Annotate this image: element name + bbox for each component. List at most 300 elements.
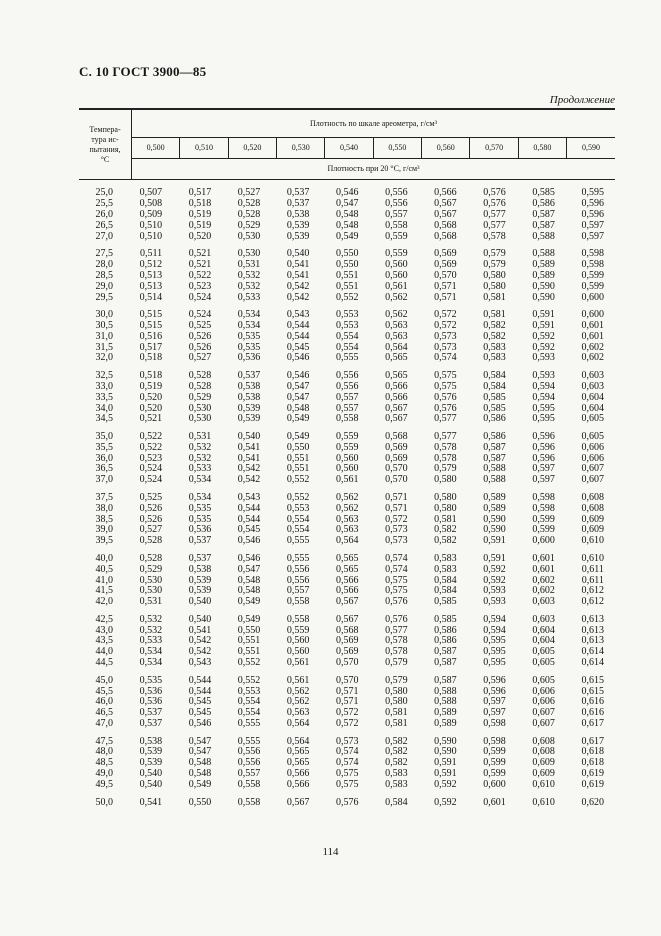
temperature-cell: 49,5 (95, 779, 113, 791)
density-cell: 0,519 (188, 208, 212, 220)
density-cell: 0,536 (188, 524, 212, 536)
density-cell: 0,613 (581, 635, 604, 647)
density-cell: 0,579 (434, 463, 457, 475)
density-cell: 0,585 (532, 187, 555, 198)
density-cell: 0,606 (581, 441, 604, 453)
density-cell: 0,597 (581, 230, 604, 242)
density-cell: 0,605 (581, 413, 604, 425)
density-cell: 0,590 (434, 735, 457, 747)
density-cell: 0,531 (139, 596, 163, 608)
temperature-cell: 33,5 (95, 391, 113, 403)
density-cell: 0,526 (139, 513, 163, 525)
density-cell: 0,534 (237, 319, 261, 331)
density-cell: 0,551 (286, 463, 310, 475)
density-cell: 0,604 (532, 635, 555, 647)
density-cell: 0,593 (532, 352, 555, 364)
density-cell: 0,581 (483, 291, 506, 303)
density-cell: 0,620 (581, 796, 604, 808)
density-cell: 0,575 (434, 380, 457, 392)
density-cell: 0,567 (335, 596, 359, 608)
density-cell: 0,591 (483, 535, 506, 547)
density-cell: 0,566 (335, 574, 359, 586)
density-cell: 0,619 (581, 768, 604, 780)
density-cell: 0,542 (286, 280, 310, 292)
density-cell: 0,591 (434, 768, 457, 780)
density-cell: 0,566 (385, 380, 408, 392)
density-cell: 0,554 (335, 341, 359, 353)
density-cell: 0,544 (237, 513, 261, 525)
temperature-cell: 25,5 (95, 197, 113, 209)
density-cell: 0,537 (286, 187, 310, 198)
density-cell: 0,553 (335, 308, 359, 320)
column-header: 0,580 (518, 138, 566, 159)
density-cell: 0,556 (335, 380, 359, 392)
density-cell: 0,583 (434, 563, 457, 575)
density-cell: 0,548 (188, 757, 212, 769)
temperature-cell: 26,0 (95, 208, 113, 220)
density-cell: 0,545 (188, 707, 212, 719)
density-cell: 0,585 (483, 402, 506, 414)
density-cell: 0,592 (532, 341, 555, 353)
density-cell: 0,537 (237, 369, 261, 381)
density-cell: 0,540 (237, 430, 261, 442)
density-cell: 0,560 (286, 635, 310, 647)
density-cell: 0,599 (532, 524, 555, 536)
density-cell: 0,556 (286, 563, 310, 575)
density-cell: 0,551 (335, 280, 359, 292)
density-cell: 0,589 (434, 707, 457, 719)
density-cell: 0,565 (335, 563, 359, 575)
density-cell: 0,539 (188, 574, 212, 586)
density-cell: 0,530 (139, 574, 163, 586)
density-cell: 0,612 (581, 585, 604, 597)
temperature-cell: 29,5 (95, 291, 113, 303)
density-cell: 0,554 (237, 707, 261, 719)
column-header: 0,560 (422, 138, 470, 159)
density-cell: 0,553 (237, 685, 261, 697)
density-cell: 0,551 (237, 646, 261, 658)
density-cell: 0,617 (581, 718, 604, 730)
density-cell: 0,550 (286, 441, 310, 453)
density-cell: 0,520 (139, 402, 163, 414)
density-cell: 0,551 (237, 635, 261, 647)
density-cell: 0,571 (434, 291, 457, 303)
table-row (79, 393, 615, 404)
density-cell: 0,563 (385, 319, 408, 331)
density-cell: 0,528 (237, 208, 261, 220)
density-cell: 0,578 (483, 230, 506, 242)
table-row (79, 536, 615, 547)
density-cell: 0,566 (385, 391, 408, 403)
density-cell: 0,588 (532, 230, 555, 242)
density-at-20c-subheader: Плотность при 20 °С, г/см³ (132, 159, 616, 180)
density-cell: 0,566 (434, 187, 457, 198)
density-cell: 0,528 (188, 380, 212, 392)
density-cell: 0,608 (532, 735, 555, 747)
density-cell: 0,548 (237, 574, 261, 586)
density-cell: 0,584 (483, 369, 506, 381)
density-cell: 0,573 (385, 535, 408, 547)
row-header-line: Темпера- (89, 124, 121, 134)
density-cell: 0,542 (237, 463, 261, 475)
density-cell: 0,587 (434, 646, 457, 658)
density-cell: 0,551 (286, 452, 310, 464)
density-cell: 0,529 (139, 563, 163, 575)
density-cell: 0,510 (139, 219, 163, 231)
density-cell: 0,543 (237, 491, 261, 503)
density-cell: 0,516 (139, 330, 163, 342)
density-cell: 0,550 (237, 624, 261, 636)
density-cell: 0,560 (286, 646, 310, 658)
density-cell: 0,592 (532, 330, 555, 342)
density-cell: 0,556 (286, 574, 310, 586)
density-cell: 0,553 (286, 502, 310, 514)
density-cell: 0,598 (581, 247, 604, 259)
density-cell: 0,595 (532, 402, 555, 414)
density-cell: 0,558 (237, 779, 261, 791)
density-cell: 0,537 (286, 197, 310, 209)
density-cell: 0,592 (434, 779, 457, 791)
density-cell: 0,596 (532, 452, 555, 464)
density-cell: 0,575 (335, 779, 359, 791)
column-header: 0,500 (132, 138, 180, 159)
density-cell: 0,609 (532, 768, 555, 780)
density-cell: 0,542 (286, 291, 310, 303)
row-header-line: пытания, (89, 144, 121, 154)
density-cell: 0,614 (581, 657, 604, 669)
density-cell: 0,565 (385, 369, 408, 381)
density-cell: 0,520 (139, 391, 163, 403)
density-cell: 0,569 (335, 635, 359, 647)
density-cell: 0,601 (532, 563, 555, 575)
density-cell: 0,539 (188, 585, 212, 597)
density-cell: 0,559 (286, 624, 310, 636)
density-cell: 0,582 (385, 746, 408, 758)
density-cell: 0,531 (188, 430, 212, 442)
density-cell: 0,601 (581, 319, 604, 331)
temperature-cell: 49,0 (95, 768, 113, 780)
density-cell: 0,596 (483, 685, 506, 697)
table-row (79, 353, 615, 364)
density-cell: 0,556 (385, 197, 408, 209)
density-cell: 0,588 (434, 685, 457, 697)
density-cell: 0,571 (335, 696, 359, 708)
temperature-cell: 40,5 (95, 563, 113, 575)
density-cell: 0,594 (483, 613, 506, 625)
density-cell: 0,580 (483, 280, 506, 292)
density-cell: 0,547 (335, 197, 359, 209)
density-cell: 0,588 (483, 463, 506, 475)
density-cell: 0,589 (483, 502, 506, 514)
density-cell: 0,604 (581, 391, 604, 403)
temperature-cell: 37,5 (95, 491, 113, 503)
row-header-line: тура ис- (91, 134, 119, 144)
density-cell: 0,581 (385, 707, 408, 719)
density-cell: 0,579 (483, 258, 506, 270)
density-cell: 0,510 (139, 230, 163, 242)
density-cell: 0,572 (434, 308, 457, 320)
column-header: 0,520 (228, 138, 276, 159)
density-cell: 0,608 (581, 502, 604, 514)
density-cell: 0,583 (483, 341, 506, 353)
density-cell: 0,567 (385, 402, 408, 414)
density-cell: 0,548 (286, 402, 310, 414)
density-cell: 0,518 (139, 369, 163, 381)
density-cell: 0,568 (385, 430, 408, 442)
density-cell: 0,549 (188, 779, 212, 791)
density-cell: 0,515 (139, 308, 163, 320)
density-cell: 0,554 (237, 696, 261, 708)
temperature-cell: 33,0 (95, 380, 113, 392)
density-cell: 0,549 (237, 613, 261, 625)
density-cell: 0,588 (434, 696, 457, 708)
density-cell: 0,545 (237, 524, 261, 536)
density-cell: 0,560 (385, 269, 408, 281)
density-cell: 0,550 (188, 796, 212, 808)
density-cell: 0,582 (385, 757, 408, 769)
density-cell: 0,586 (483, 413, 506, 425)
density-cell: 0,600 (532, 535, 555, 547)
density-cell: 0,559 (385, 247, 408, 259)
density-cell: 0,593 (532, 369, 555, 381)
density-cell: 0,605 (532, 674, 555, 686)
density-cell: 0,619 (581, 779, 604, 791)
temperature-cell: 39,0 (95, 524, 113, 536)
density-cell: 0,548 (237, 585, 261, 597)
density-cell: 0,586 (434, 635, 457, 647)
density-cell: 0,578 (385, 635, 408, 647)
density-cell: 0,552 (237, 674, 261, 686)
temperature-cell: 28,5 (95, 269, 113, 281)
density-cell: 0,517 (139, 341, 163, 353)
density-cell: 0,555 (335, 352, 359, 364)
density-cell: 0,528 (139, 535, 163, 547)
density-cell: 0,578 (385, 646, 408, 658)
density-cell: 0,576 (434, 402, 457, 414)
temperature-cell: 45,0 (95, 674, 113, 686)
density-cell: 0,605 (532, 646, 555, 658)
density-cell: 0,582 (483, 330, 506, 342)
density-cell: 0,523 (139, 452, 163, 464)
density-cell: 0,539 (286, 219, 310, 231)
table-row (79, 271, 615, 282)
temperature-cell: 35,0 (95, 430, 113, 442)
density-cell: 0,569 (385, 441, 408, 453)
density-cell: 0,544 (286, 330, 310, 342)
density-cell: 0,534 (139, 657, 163, 669)
temperature-cell: 44,5 (95, 657, 113, 669)
density-cell: 0,574 (385, 563, 408, 575)
density-cell: 0,513 (139, 269, 163, 281)
density-cell: 0,604 (581, 402, 604, 414)
temperature-cell: 50,0 (95, 796, 113, 808)
density-cell: 0,596 (532, 430, 555, 442)
density-cell: 0,573 (434, 341, 457, 353)
column-header: 0,510 (180, 138, 228, 159)
density-cell: 0,590 (434, 746, 457, 758)
table-row (79, 676, 615, 687)
density-cell: 0,515 (139, 319, 163, 331)
density-cell: 0,545 (286, 341, 310, 353)
density-cell: 0,566 (286, 779, 310, 791)
density-cell: 0,576 (335, 796, 359, 808)
temperature-cell: 26,5 (95, 219, 113, 231)
density-cell: 0,533 (139, 635, 163, 647)
density-cell: 0,581 (483, 308, 506, 320)
density-cell: 0,596 (483, 674, 506, 686)
density-cell: 0,583 (385, 768, 408, 780)
density-cell: 0,571 (385, 491, 408, 503)
density-cell: 0,582 (483, 319, 506, 331)
density-cell: 0,547 (286, 391, 310, 403)
density-cell: 0,549 (286, 430, 310, 442)
density-cell: 0,552 (286, 474, 310, 486)
density-cell: 0,563 (335, 524, 359, 536)
density-cell: 0,533 (237, 291, 261, 303)
density-cell: 0,546 (237, 552, 261, 564)
density-cell: 0,528 (237, 197, 261, 209)
density-cell: 0,526 (139, 502, 163, 514)
density-cell: 0,615 (581, 685, 604, 697)
density-cell: 0,564 (286, 718, 310, 730)
density-cell: 0,598 (483, 735, 506, 747)
temperature-cell: 43,0 (95, 624, 113, 636)
density-cell: 0,582 (434, 524, 457, 536)
density-cell: 0,591 (434, 757, 457, 769)
density-cell: 0,546 (237, 535, 261, 547)
table-row (79, 475, 615, 486)
density-cell: 0,524 (188, 291, 212, 303)
table-row (79, 232, 615, 243)
density-cell: 0,581 (434, 513, 457, 525)
density-cell: 0,598 (532, 491, 555, 503)
density-cell: 0,571 (335, 685, 359, 697)
density-cell: 0,584 (434, 585, 457, 597)
density-cell: 0,607 (581, 474, 604, 486)
density-cell: 0,534 (237, 308, 261, 320)
temperature-cell: 41,0 (95, 574, 113, 586)
density-cell: 0,544 (237, 502, 261, 514)
density-cell: 0,601 (532, 552, 555, 564)
density-cell: 0,575 (335, 768, 359, 780)
density-cell: 0,563 (286, 707, 310, 719)
density-cell: 0,561 (286, 657, 310, 669)
density-cell: 0,544 (188, 674, 212, 686)
density-cell: 0,558 (237, 796, 261, 808)
table-row (79, 414, 615, 425)
density-cell: 0,580 (434, 502, 457, 514)
density-cell: 0,611 (581, 563, 604, 575)
temperature-cell: 39,5 (95, 535, 113, 547)
density-cell: 0,594 (532, 380, 555, 392)
density-cell: 0,580 (434, 474, 457, 486)
density-cell: 0,555 (286, 552, 310, 564)
density-cell: 0,551 (335, 269, 359, 281)
density-cell: 0,577 (434, 430, 457, 442)
density-cell: 0,576 (385, 613, 408, 625)
density-cell: 0,613 (581, 613, 604, 625)
density-cell: 0,526 (188, 330, 212, 342)
density-cell: 0,600 (483, 779, 506, 791)
density-cell: 0,579 (385, 674, 408, 686)
density-cell: 0,530 (188, 413, 212, 425)
density-cell: 0,614 (581, 646, 604, 658)
density-cell: 0,610 (532, 779, 555, 791)
density-cell: 0,532 (139, 613, 163, 625)
density-cell: 0,525 (188, 319, 212, 331)
density-cell: 0,606 (581, 452, 604, 464)
density-table (79, 108, 615, 808)
density-cell: 0,526 (188, 341, 212, 353)
density-cell: 0,546 (335, 187, 359, 198)
density-cell: 0,524 (139, 474, 163, 486)
density-cell: 0,602 (581, 341, 604, 353)
density-cell: 0,594 (483, 624, 506, 636)
density-cell: 0,609 (581, 513, 604, 525)
density-cell: 0,578 (434, 441, 457, 453)
density-cell: 0,603 (532, 596, 555, 608)
density-cell: 0,548 (335, 219, 359, 231)
table-row (79, 658, 615, 669)
density-cell: 0,556 (335, 369, 359, 381)
density-cell: 0,615 (581, 674, 604, 686)
density-cell: 0,533 (188, 463, 212, 475)
density-cell: 0,539 (139, 746, 163, 758)
density-cell: 0,522 (139, 441, 163, 453)
density-cell: 0,541 (286, 258, 310, 270)
density-cell: 0,519 (139, 380, 163, 392)
density-cell: 0,610 (532, 796, 555, 808)
density-cell: 0,555 (237, 718, 261, 730)
density-cell: 0,530 (237, 230, 261, 242)
density-cell: 0,567 (286, 796, 310, 808)
density-cell: 0,597 (581, 219, 604, 231)
density-cell: 0,609 (581, 524, 604, 536)
density-cell: 0,565 (286, 757, 310, 769)
density-cell: 0,562 (335, 502, 359, 514)
density-cell: 0,539 (286, 230, 310, 242)
density-cell: 0,538 (286, 208, 310, 220)
density-cell: 0,541 (188, 624, 212, 636)
density-cell: 0,525 (139, 491, 163, 503)
density-cell: 0,542 (188, 646, 212, 658)
density-cell: 0,556 (237, 746, 261, 758)
density-cell: 0,559 (335, 430, 359, 442)
density-cell: 0,532 (237, 280, 261, 292)
density-cell: 0,535 (188, 502, 212, 514)
density-cell: 0,559 (335, 441, 359, 453)
density-cell: 0,573 (385, 524, 408, 536)
density-cell: 0,544 (188, 685, 212, 697)
density-cell: 0,563 (385, 330, 408, 342)
density-cell: 0,521 (188, 258, 212, 270)
density-cell: 0,527 (188, 352, 212, 364)
density-cell: 0,606 (532, 685, 555, 697)
density-cell: 0,587 (532, 208, 555, 220)
density-cell: 0,618 (581, 757, 604, 769)
density-cell: 0,585 (434, 596, 457, 608)
density-cell: 0,599 (483, 757, 506, 769)
density-cell: 0,604 (532, 624, 555, 636)
density-cell: 0,537 (139, 718, 163, 730)
density-cell: 0,588 (483, 474, 506, 486)
density-cell: 0,535 (237, 341, 261, 353)
density-cell: 0,575 (385, 574, 408, 586)
density-cell: 0,586 (483, 430, 506, 442)
density-cell: 0,547 (188, 735, 212, 747)
temperature-cell: 32,0 (95, 352, 113, 364)
density-cell: 0,558 (286, 613, 310, 625)
